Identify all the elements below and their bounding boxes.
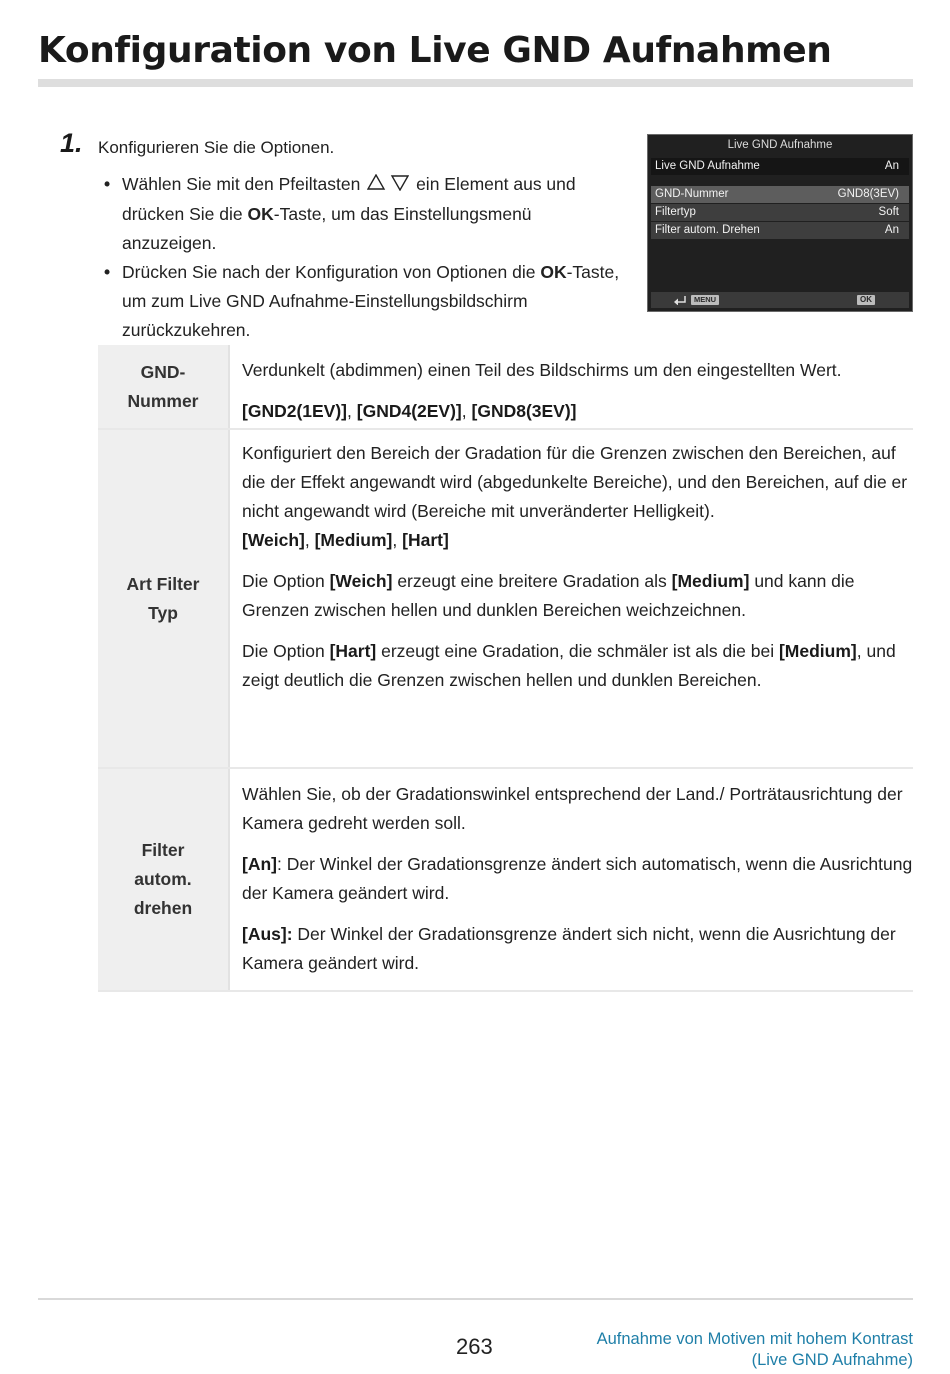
bullet-text: -Taste, um das Einstellungsmenü anzuzeigen. xyxy=(122,204,532,253)
section-link-line[interactable]: Aufnahme von Motiven mit hohem Kontrast xyxy=(596,1330,913,1348)
camera-screen-header: Live GND Aufnahme xyxy=(727,139,833,151)
row-label-line: GND- xyxy=(140,361,186,382)
row-description: Wählen Sie, ob der Gradationswinkel entsprechend der Land./ Porträtausrichtung der Kamera gedreht werden soll. xyxy=(242,784,903,833)
row-options: [Weich], [Medium], [Hart] xyxy=(242,530,449,550)
row-content xyxy=(242,356,913,426)
bullet-body xyxy=(122,258,624,345)
option-explanation: Die Option [Weich] erzeugt eine breitere Gradation als [Medium] und kann die Grenzen zwischen hellen und dunklen Bereichen weichzeichnen. xyxy=(242,571,855,620)
bullet-item xyxy=(104,258,624,345)
row-label-line: Typ xyxy=(148,602,178,623)
camera-row-value: An xyxy=(884,160,899,172)
row-label xyxy=(98,430,228,767)
column-divider xyxy=(228,769,230,990)
row-label-line: Nummer xyxy=(127,390,199,411)
section-link-line[interactable]: (Live GND Aufnahme) xyxy=(751,1351,913,1369)
option-value: [Medium] xyxy=(778,641,857,661)
option-value: [Weich] xyxy=(242,530,305,550)
row-description: Konfiguriert den Bereich der Gradation für die Grenzen zwischen den Bereichen, auf die der Effekt angewandt wird (abgedunkelte Bereiche), und den Bereichen, auf die er nicht angewandt wird (Bereiche mit unveränderter Helligkeit). xyxy=(242,443,908,521)
section-link[interactable] xyxy=(597,1329,913,1371)
camera-row-value: Soft xyxy=(878,206,899,218)
table-row xyxy=(98,769,913,992)
option-explanation: [An]: Der Winkel der Gradationsgrenze ändert sich automatisch, wenn die Ausrichtung der Kamera geändert wird. xyxy=(242,854,913,903)
ok-key-label: OK xyxy=(540,262,567,282)
step-number: 1. xyxy=(60,128,83,158)
table-row xyxy=(98,430,913,769)
menu-button[interactable]: MENU xyxy=(691,295,719,305)
row-description: Verdunkelt (abdimmen) einen Teil des Bildschirms um den eingestellten Wert. xyxy=(242,360,842,380)
option-explanation: [Aus]: Der Winkel der Gradationsgrenze ändert sich nicht, wenn die Ausrichtung der Kamera geändert wird. xyxy=(242,924,896,973)
bullet-item xyxy=(104,170,624,258)
back-arrow-icon[interactable] xyxy=(673,293,687,308)
option-explanation: Die Option [Hart] erzeugt eine Gradation, die schmäler ist als die bei [Medium], und zeigt deutlich die Grenzen zwischen hellen und dunklen Bereichen. xyxy=(242,641,896,690)
camera-row-label: GND-Nummer xyxy=(655,188,729,200)
row-label-line: autom. xyxy=(134,869,192,889)
camera-screen xyxy=(647,134,913,312)
option-value: [Weich] xyxy=(329,571,393,591)
option-value: [Hart] xyxy=(329,641,377,661)
row-label-line: Art Filter xyxy=(126,573,200,594)
option-value: [GND8(3EV)] xyxy=(471,401,577,421)
page-title: Konfiguration von Live GND Aufnahmen xyxy=(38,30,832,71)
page-number: 263 xyxy=(456,1334,493,1359)
ok-button[interactable]: OK xyxy=(857,295,875,305)
option-value: [GND4(2EV)] xyxy=(356,401,462,421)
camera-menu-row[interactable] xyxy=(651,204,909,221)
bullet-body xyxy=(122,170,624,258)
option-value: [GND2(1EV)] xyxy=(242,401,348,421)
camera-row-value: GND8(3EV) xyxy=(837,188,899,200)
row-label xyxy=(98,769,228,990)
row-content xyxy=(242,439,913,695)
option-value: [Aus]: xyxy=(242,924,293,944)
row-label-line: Filter xyxy=(141,840,185,860)
bullet-text: Drücken Sie nach der Konfiguration von Optionen die xyxy=(122,262,536,282)
bullet-dot: • xyxy=(104,262,111,282)
camera-row-label: Filtertyp xyxy=(655,206,696,218)
options-table xyxy=(98,345,913,992)
camera-menu-row-selected[interactable] xyxy=(651,186,909,203)
title-rule xyxy=(38,79,913,87)
bullet-text: ein Element aus und drücken Sie die xyxy=(122,174,576,224)
column-divider xyxy=(228,345,230,428)
row-content xyxy=(242,780,913,978)
bullet-text: -Taste, um zum Live GND Aufnahme-Einstellungsbildschirm zurückzukehren. xyxy=(122,262,620,340)
camera-footer-bar xyxy=(651,292,909,308)
option-value: [Medium] xyxy=(671,571,750,591)
row-label-line: drehen xyxy=(133,898,193,918)
camera-row-value: An xyxy=(884,224,899,236)
column-divider xyxy=(228,430,230,767)
footer-rule xyxy=(38,1298,913,1300)
camera-menu-row[interactable] xyxy=(651,222,909,239)
table-row xyxy=(98,345,913,430)
ok-key-label: OK xyxy=(247,204,274,224)
up-down-arrow-keys-icon xyxy=(367,171,409,200)
bullet-text: Wählen Sie mit den Pfeiltasten xyxy=(122,174,361,194)
bullet-dot: • xyxy=(104,174,111,194)
row-options: [GND2(1EV)], [GND4(2EV)], [GND8(3EV)] xyxy=(242,401,577,421)
option-value: [An] xyxy=(242,854,277,874)
step-text: Konfigurieren Sie die Optionen. xyxy=(98,138,335,157)
row-label xyxy=(98,345,228,428)
camera-menu-row[interactable] xyxy=(651,158,909,175)
camera-row-label: Live GND Aufnahme xyxy=(655,160,760,172)
instruction-bullets xyxy=(104,170,624,345)
option-value: [Hart] xyxy=(402,530,449,550)
camera-row-label: Filter autom. Drehen xyxy=(655,224,760,236)
option-value: [Medium] xyxy=(314,530,393,550)
